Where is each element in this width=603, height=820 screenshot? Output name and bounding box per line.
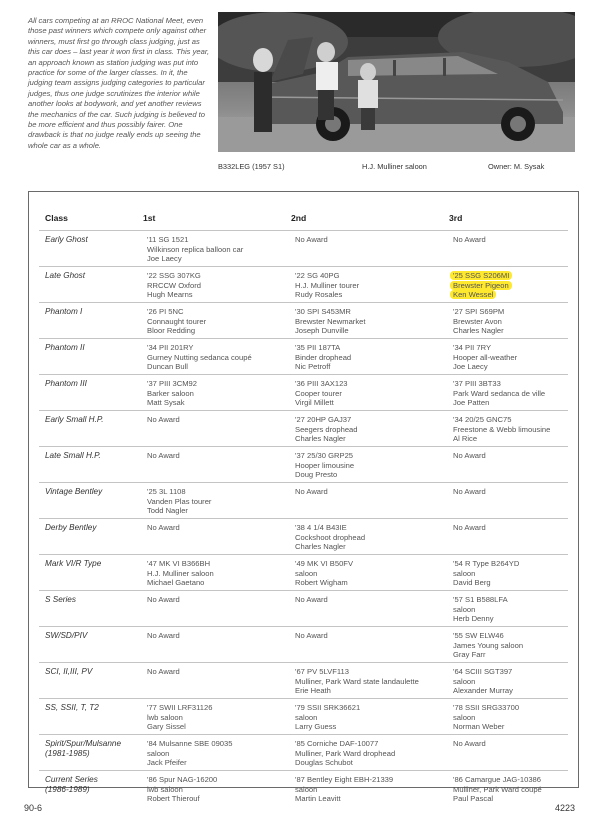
first-place-cell	[147, 775, 297, 804]
first-place-line: '47 MK VI B366BH	[147, 559, 211, 568]
first-place-line: lwb saloon	[147, 784, 183, 794]
class-name	[45, 703, 141, 713]
first-place-cell	[147, 343, 297, 372]
first-place-cell	[147, 667, 297, 677]
second-place-line: Brewster Newmarket	[295, 316, 366, 326]
third-place-line	[453, 281, 603, 291]
first-place-line: Gurney Nutting sedanca coupé	[147, 352, 252, 362]
third-place-line: No Award	[453, 739, 486, 748]
first-place-line: Barker saloon	[147, 388, 194, 398]
class-name-line: (1981-1985)	[45, 749, 90, 758]
class-name	[45, 271, 141, 281]
third-place-line: saloon	[453, 676, 476, 686]
class-name	[45, 667, 141, 677]
class-name	[45, 739, 141, 759]
second-place-line: '85 Corniche DAF-10077	[295, 739, 379, 748]
third-place-line	[453, 290, 603, 300]
table-header	[45, 213, 578, 225]
second-place-cell	[295, 595, 445, 605]
third-place-cell	[453, 235, 603, 245]
third-place-line: '27 SPI S69PM	[453, 307, 505, 316]
car-photo	[218, 12, 575, 152]
table-row	[39, 482, 568, 518]
third-place-line: James Young saloon	[453, 640, 524, 650]
second-place-line: saloon	[295, 568, 318, 578]
class-name	[45, 595, 141, 605]
second-place-line: '22 SG 40PG	[295, 271, 340, 280]
second-place-line: '37 25/30 GRP25	[295, 451, 354, 460]
third-place-line: Park Ward sedanca de ville	[453, 388, 546, 398]
first-place-line: '86 Spur NAG-16200	[147, 775, 218, 784]
class-name-line: Late Ghost	[45, 271, 86, 280]
third-place-line: '55 SW ELW46	[453, 631, 504, 640]
second-place-cell	[295, 415, 445, 444]
first-place-cell	[147, 487, 297, 516]
second-place-line: Seegers drophead	[295, 424, 358, 434]
highlighted-text: '25 SSG S206MI	[450, 271, 512, 280]
second-place-cell	[295, 775, 445, 804]
class-name	[45, 559, 141, 569]
first-place-line: '84 Mulsanne SBE 09035	[147, 739, 233, 748]
first-place-line: Duncan Bull	[147, 362, 188, 372]
class-name-line: Mark VI/R Type	[45, 559, 102, 568]
class-name	[45, 523, 141, 533]
third-place-line: Herb Denny	[453, 614, 494, 624]
first-place-line: No Award	[147, 631, 180, 640]
third-place-cell	[453, 631, 603, 660]
second-place-line: Joseph Dunville	[295, 326, 349, 336]
class-name-line: Vintage Bentley	[45, 487, 103, 496]
photo-caption-reg: B332LEG (1957 S1)	[218, 162, 285, 171]
third-place-line: Gray Farr	[453, 650, 486, 660]
third-place-line: saloon	[453, 712, 476, 722]
table-row	[39, 518, 568, 554]
class-name-line: Derby Bentley	[45, 523, 97, 532]
table-row	[39, 230, 568, 266]
third-place-line: No Award	[453, 523, 486, 532]
class-name	[45, 235, 141, 245]
first-place-line: Joe Laecy	[147, 254, 182, 264]
first-place-line: No Award	[147, 451, 180, 460]
second-place-line: Mulliner, Park Ward drophead	[295, 748, 396, 758]
third-place-cell	[453, 271, 603, 300]
second-place-line: '27 20HP GAJ37	[295, 415, 352, 424]
first-place-line: No Award	[147, 523, 180, 532]
first-place-line: '26 PI 5NC	[147, 307, 184, 316]
header-first: 1st	[143, 213, 156, 223]
first-place-cell	[147, 415, 297, 425]
class-name-line: Spirit/Spur/Mulsanne	[45, 739, 121, 748]
second-place-line: Nic Petroff	[295, 362, 331, 372]
first-place-line: Gary Sissel	[147, 722, 186, 732]
header-third: 3rd	[449, 213, 463, 223]
third-place-line: Freestone & Webb limousine	[453, 424, 551, 434]
second-place-line: No Award	[295, 595, 328, 604]
third-place-cell	[453, 415, 603, 444]
class-name	[45, 415, 141, 425]
third-place-line: Alexander Murray	[453, 686, 513, 696]
second-place-line: Charles Nagler	[295, 542, 346, 552]
first-place-line: Vanden Plas tourer	[147, 496, 212, 506]
first-place-line: No Award	[147, 415, 180, 424]
first-place-line: Connaught tourer	[147, 316, 207, 326]
third-place-cell	[453, 487, 603, 497]
third-place-cell	[453, 595, 603, 624]
third-place-line: '34 20/25 GNC75	[453, 415, 512, 424]
second-place-line: Douglas Schubot	[295, 758, 353, 768]
first-place-cell	[147, 451, 297, 461]
first-place-line: '22 SSG 307KG	[147, 271, 201, 280]
table-row	[39, 662, 568, 698]
second-place-line: Cockshoot drophead	[295, 532, 366, 542]
first-place-cell	[147, 235, 297, 264]
table-row	[39, 626, 568, 662]
second-place-cell	[295, 631, 445, 641]
first-place-line: '77 SWII LRF31126	[147, 703, 213, 712]
table-row	[39, 374, 568, 410]
first-place-line: No Award	[147, 667, 180, 676]
third-place-line: Brewster Avon	[453, 316, 502, 326]
first-place-line: RRCCW Oxford	[147, 280, 202, 290]
second-place-line: '79 SSII SRK36621	[295, 703, 361, 712]
second-place-line: '87 Bentley Eight EBH-21339	[295, 775, 394, 784]
first-place-line: Matt Sysak	[147, 398, 185, 408]
class-name-line: Late Small H.P.	[45, 451, 101, 460]
table-row	[39, 698, 568, 734]
first-place-cell	[147, 307, 297, 336]
class-name	[45, 487, 141, 497]
first-place-line: H.J. Mulliner saloon	[147, 568, 214, 578]
second-place-line: '38 4 1/4 B43IE	[295, 523, 347, 532]
first-place-line: Bloor Redding	[147, 326, 196, 336]
third-place-line: '78 SSII SRG33700	[453, 703, 520, 712]
third-place-line: No Award	[453, 451, 486, 460]
first-place-cell	[147, 379, 297, 408]
third-place-line: Mulliner, Park Ward coupé	[453, 784, 542, 794]
second-place-line: Larry Guess	[295, 722, 337, 732]
table-row	[39, 410, 568, 446]
third-place-line: saloon	[453, 604, 476, 614]
second-place-cell	[295, 703, 445, 732]
first-place-cell	[147, 523, 297, 533]
third-place-line: Al Rice	[453, 434, 478, 444]
table-row	[39, 590, 568, 626]
photo-caption-owner: Owner: M. Sysak	[488, 162, 545, 171]
second-place-line: Martin Leavitt	[295, 794, 341, 804]
page-number: 4223	[554, 803, 575, 813]
photo-caption-body: H.J. Mulliner saloon	[362, 162, 427, 171]
third-place-line: Hooper all-weather	[453, 352, 518, 362]
second-place-cell	[295, 235, 445, 245]
first-place-cell	[147, 595, 297, 605]
class-name-line: Current Series	[45, 775, 98, 784]
table-row	[39, 770, 568, 806]
third-place-line: David Berg	[453, 578, 491, 588]
highlighted-text: Ken Wessel	[450, 290, 496, 299]
class-name	[45, 343, 141, 353]
third-place-cell	[453, 307, 603, 336]
second-place-cell	[295, 559, 445, 588]
table-row	[39, 302, 568, 338]
class-name-line: (1986-1989)	[45, 785, 90, 794]
third-place-line: No Award	[453, 235, 486, 244]
third-place-line: '86 Camargue JAG-10386	[453, 775, 541, 784]
third-place-cell	[453, 739, 603, 749]
first-place-line: No Award	[147, 595, 180, 604]
second-place-cell	[295, 451, 445, 480]
third-place-cell	[453, 343, 603, 372]
second-place-line: Virgil Millett	[295, 398, 334, 408]
first-place-cell	[147, 271, 297, 300]
third-place-line: '34 PII 7RY	[453, 343, 492, 352]
second-place-line: No Award	[295, 235, 328, 244]
second-place-line: '36 PIII 3AX123	[295, 379, 348, 388]
first-place-line: Robert Thierouf	[147, 794, 200, 804]
second-place-cell	[295, 487, 445, 497]
first-place-cell	[147, 631, 297, 641]
second-place-line: '30 SPI S453MR	[295, 307, 351, 316]
third-place-line: Joe Laecy	[453, 362, 488, 372]
class-name-line: S Series	[45, 595, 76, 604]
second-place-line: Rudy Rosales	[295, 290, 343, 300]
first-place-line: Michael Gaetano	[147, 578, 205, 588]
second-place-line: No Award	[295, 631, 328, 640]
third-place-cell	[453, 703, 603, 732]
second-place-cell	[295, 343, 445, 372]
third-place-line: '57 S1 B588LFA	[453, 595, 508, 604]
class-name	[45, 775, 141, 795]
third-place-cell	[453, 451, 603, 461]
second-place-cell	[295, 379, 445, 408]
third-place-line: Norman Weber	[453, 722, 505, 732]
second-place-line: Charles Nagler	[295, 434, 346, 444]
second-place-cell	[295, 667, 445, 696]
class-name-line: Phantom II	[45, 343, 85, 352]
third-place-line: saloon	[453, 568, 476, 578]
class-name	[45, 451, 141, 461]
third-place-line: '37 PIII 3BT33	[453, 379, 501, 388]
first-place-cell	[147, 703, 297, 732]
third-place-cell	[453, 775, 603, 804]
second-place-line: saloon	[295, 712, 318, 722]
third-place-cell	[453, 559, 603, 588]
first-place-line: saloon	[147, 748, 170, 758]
second-place-cell	[295, 307, 445, 336]
class-name-line: SCI, II,III, PV	[45, 667, 93, 676]
second-place-cell	[295, 739, 445, 768]
table-row	[39, 266, 568, 302]
first-place-line: '25 3L 1108	[147, 487, 186, 496]
first-place-line: '37 PIII 3CM92	[147, 379, 197, 388]
first-place-cell	[147, 559, 297, 588]
first-place-line: '11 SG 1521	[147, 235, 189, 244]
second-place-line: Robert Wigham	[295, 578, 348, 588]
results-table	[28, 191, 579, 804]
header-class: Class	[45, 213, 68, 223]
third-place-line: No Award	[453, 487, 486, 496]
third-place-cell	[453, 667, 603, 696]
first-place-line: Todd Nagler	[147, 506, 188, 516]
table-row	[39, 734, 568, 770]
third-place-line	[453, 271, 603, 281]
third-place-line: '64 SCIII SGT397	[453, 667, 513, 676]
first-place-line: '34 PII 201RY	[147, 343, 194, 352]
class-name-line: Phantom III	[45, 379, 87, 388]
class-name-line: SS, SSII, T, T2	[45, 703, 99, 712]
first-place-line: Wilkinson replica balloon car	[147, 244, 244, 254]
third-place-line: '54 R Type B264YD	[453, 559, 520, 568]
third-place-cell	[453, 523, 603, 533]
table-row	[39, 338, 568, 374]
intro-paragraph: All cars competing at an RROC National Meet, even those past winners which compete only against other winners, must first go through class judging, just as this car does – last year it won first in class. This year, an approach known as station judging was put into practice for some of the larger classes. In it, the judging team assigns judging categories to particular judges, thus one judge scrutinizes the interior while another looks at bodywork, and yet another reviews the mechanics of the car. Such judging is believed to be more efficient and thus possibly fairer. One drawback is that no judge really ends up seeing the whole car as a whole.	[28, 16, 210, 150]
third-place-line: Joe Patten	[453, 398, 490, 408]
first-place-line: Hugh Mearns	[147, 290, 193, 300]
second-place-line: '67 PV 5LVF113	[295, 667, 349, 676]
second-place-line: Binder drophead	[295, 352, 352, 362]
class-name	[45, 307, 141, 317]
class-name	[45, 379, 141, 389]
second-place-line: Erie Heath	[295, 686, 331, 696]
second-place-line: saloon	[295, 784, 318, 794]
first-place-line: Jack Pfeifer	[147, 758, 187, 768]
second-place-line: Mulliner, Park Ward state landaulette	[295, 676, 419, 686]
header-second: 2nd	[291, 213, 307, 223]
class-name	[45, 631, 141, 641]
class-name-line: SW/SD/PIV	[45, 631, 88, 640]
page-code: 90-6	[24, 803, 43, 813]
first-place-cell	[147, 739, 297, 768]
second-place-line: Doug Presto	[295, 470, 338, 480]
second-place-line: Cooper tourer	[295, 388, 342, 398]
second-place-line: H.J. Mulliner tourer	[295, 280, 360, 290]
table-body	[29, 230, 578, 806]
first-place-line: lwb saloon	[147, 712, 183, 722]
second-place-cell	[295, 271, 445, 300]
second-place-line: '49 MK VI B50FV	[295, 559, 354, 568]
second-place-line: No Award	[295, 487, 328, 496]
third-place-line: Charles Nagler	[453, 326, 504, 336]
highlighted-text: Brewster Pigeon	[450, 281, 512, 290]
class-name-line: Early Small H.P.	[45, 415, 104, 424]
second-place-line: Hooper limousine	[295, 460, 355, 470]
table-row	[39, 554, 568, 590]
second-place-line: '35 PII 187TA	[295, 343, 341, 352]
class-name-line: Phantom I	[45, 307, 83, 316]
second-place-cell	[295, 523, 445, 552]
table-row	[39, 446, 568, 482]
third-place-cell	[453, 379, 603, 408]
class-name-line: Early Ghost	[45, 235, 88, 244]
third-place-line: Paul Pascal	[453, 794, 494, 804]
